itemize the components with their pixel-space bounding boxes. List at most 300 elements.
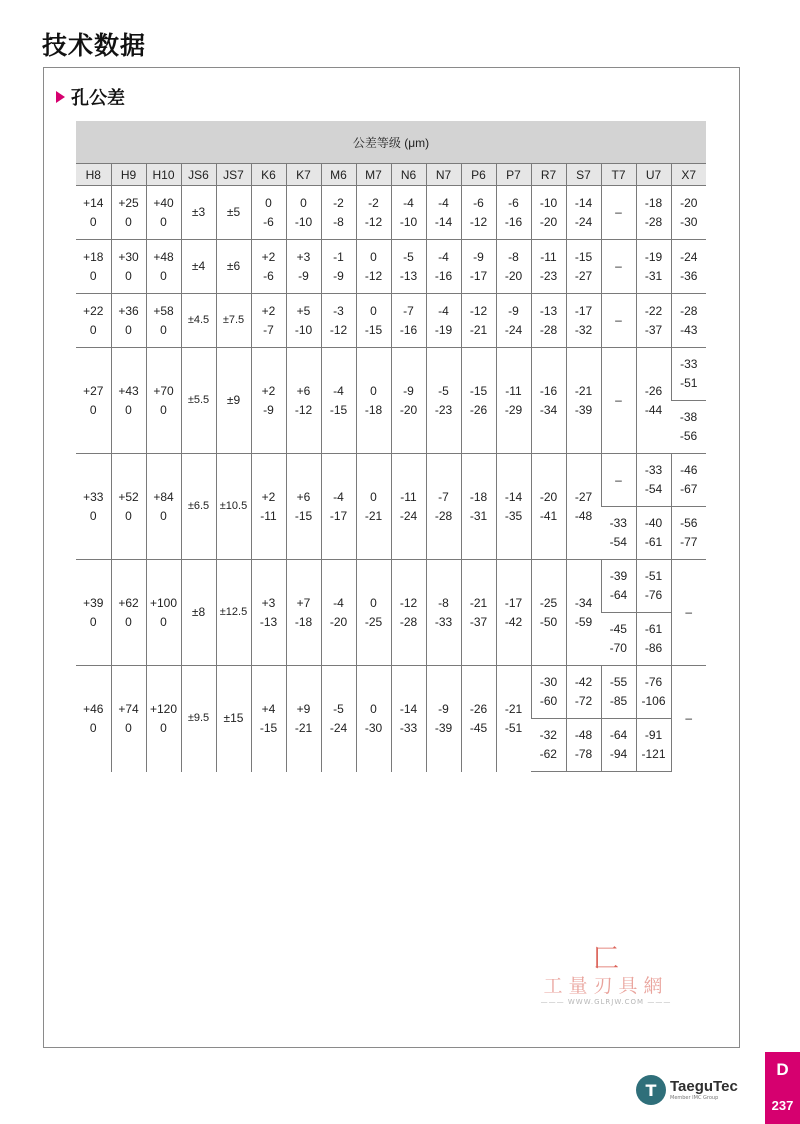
cell-value: -31 (644, 268, 663, 283)
cell-value: -51 (644, 569, 663, 583)
cell-value: -4 (438, 195, 449, 210)
cell-value: -25 (539, 595, 558, 610)
table-cell (216, 560, 251, 666)
cell-value: -27 (574, 268, 593, 283)
cell-value: -6 (263, 268, 274, 283)
cell-value: -33 (644, 463, 663, 477)
cell-value: -31 (469, 508, 488, 523)
table-cell (146, 294, 181, 348)
cell-value: -20 (680, 195, 698, 210)
table-cell (251, 454, 286, 560)
table-cell (426, 560, 461, 666)
cell-value: -76 (644, 588, 663, 602)
table-cell (531, 719, 566, 772)
table-cell (356, 666, 391, 772)
cell-value: 0 (300, 195, 307, 210)
cell-value: -4 (333, 595, 344, 610)
table-cell (76, 294, 111, 348)
table-cell (566, 454, 601, 560)
table-cell (391, 186, 426, 240)
cell-value: +84 (153, 489, 174, 504)
table-cell (181, 186, 216, 240)
cell-value: -16 (399, 322, 418, 337)
cell-value: -55 (609, 675, 628, 689)
cell-value: -44 (644, 402, 663, 417)
table-cell (251, 348, 286, 454)
table-cell (671, 401, 706, 454)
cell-value: -12 (294, 402, 313, 417)
table-cell (601, 507, 636, 560)
cell-value: 0 (89, 402, 97, 417)
cell-value: ±4.5 (187, 314, 210, 326)
cell-value: +6 (296, 489, 311, 504)
table-cell (356, 294, 391, 348)
cell-value: 0 (125, 508, 132, 523)
grade-header-h8: H8 (76, 164, 111, 186)
table-cell (181, 454, 216, 560)
grade-header-x7: X7 (671, 164, 706, 186)
grade-header-n7: N7 (426, 164, 461, 186)
table-cell (216, 666, 251, 772)
table-cell (181, 560, 216, 666)
cell-value: -12 (329, 322, 348, 337)
table-cell (286, 294, 321, 348)
cell-value: -11 (260, 508, 277, 523)
cell-value: +4 (261, 701, 276, 716)
cell-value: – (615, 472, 622, 487)
cell-value: -8 (333, 214, 344, 229)
cell-value: -17 (504, 595, 523, 610)
cell-value: -28 (539, 322, 558, 337)
cell-value: -7 (403, 303, 414, 318)
table-cell (636, 719, 671, 772)
cell-value: -10 (294, 214, 313, 229)
cell-value: +5 (296, 303, 311, 318)
cell-value: -20 (539, 489, 558, 504)
table-cell (601, 240, 636, 294)
table-cell (566, 186, 601, 240)
chapter-letter: D (776, 1060, 789, 1079)
table-cell (146, 454, 181, 560)
cell-value: 0 (370, 383, 377, 398)
table-cell (671, 507, 706, 560)
cell-value: -8 (438, 595, 449, 610)
cell-value: +52 (118, 489, 139, 504)
cell-value: -9 (263, 402, 274, 417)
cell-value: -9 (403, 383, 414, 398)
table-cell (216, 454, 251, 560)
cell-value: -24 (329, 720, 348, 735)
table-row (76, 240, 706, 294)
table-cell (671, 454, 706, 507)
cell-value: -29 (504, 402, 523, 417)
hole-tolerance-table (76, 121, 706, 772)
cell-value: -20 (539, 214, 558, 229)
table-cell (531, 186, 566, 240)
grade-header-p6: P6 (461, 164, 496, 186)
table-cell (181, 240, 216, 294)
cell-value: -39 (434, 720, 453, 735)
cell-value: -26 (469, 701, 488, 716)
cell-value: -60 (539, 694, 558, 708)
table-cell (321, 294, 356, 348)
table-cell (111, 454, 146, 560)
table-cell (216, 348, 251, 454)
grade-header-t7: T7 (601, 164, 636, 186)
table-cell (601, 719, 636, 772)
table-cell (216, 240, 251, 294)
cell-value: 0 (160, 268, 167, 283)
cell-value: +2 (261, 383, 276, 398)
cell-value: +33 (83, 489, 104, 504)
cell-value: -91 (644, 728, 663, 742)
table-cell (76, 560, 111, 666)
table-cell (251, 240, 286, 294)
cell-value: -38 (679, 410, 698, 424)
cell-value: +48 (153, 249, 174, 264)
cell-value: -21 (504, 701, 523, 716)
cell-value: -13 (399, 268, 418, 283)
table-cell (321, 666, 356, 772)
table-cell (496, 666, 531, 772)
cell-value: 0 (265, 195, 272, 210)
brand-name: TaeguTec (670, 1077, 738, 1095)
cell-value: 0 (160, 508, 167, 523)
table-cell (636, 666, 671, 719)
cell-value: -19 (434, 322, 453, 337)
table-cell (426, 294, 461, 348)
cell-value: +40 (153, 195, 174, 210)
table-cell (181, 294, 216, 348)
table-cell (671, 666, 706, 772)
table-cell (76, 666, 111, 772)
cell-value: -20 (504, 268, 523, 283)
table-cell (111, 666, 146, 772)
cell-value: -67 (680, 482, 698, 496)
table-cell (496, 240, 531, 294)
cell-value: 0 (89, 322, 97, 337)
page-title: 技术数据 (42, 31, 147, 60)
section-heading (56, 86, 125, 108)
cell-value: +2 (261, 303, 276, 318)
cell-value: -56 (679, 429, 698, 443)
cell-value: -2 (333, 195, 344, 210)
cell-value: -13 (539, 303, 558, 318)
cell-value: -39 (574, 402, 593, 417)
cell-value: -21 (364, 508, 383, 523)
cell-value: -21 (294, 720, 313, 735)
cell-value: -7 (263, 322, 274, 337)
table-cell (356, 348, 391, 454)
cell-value: -28 (680, 303, 698, 318)
table-cell (356, 240, 391, 294)
table-cell (426, 186, 461, 240)
table-cell (601, 666, 636, 719)
table-cell (251, 294, 286, 348)
table-cell (671, 348, 706, 401)
table-cell (461, 454, 496, 560)
cell-value: +70 (153, 383, 174, 398)
cell-value: -72 (574, 694, 593, 708)
cell-value: -18 (469, 489, 488, 504)
cell-value: -21 (574, 383, 593, 398)
cell-value: -85 (609, 694, 628, 708)
cell-value: -26 (644, 383, 663, 398)
page-number: 237 (771, 1098, 794, 1113)
table-cell (111, 186, 146, 240)
cell-value: -43 (680, 322, 698, 337)
table-cell (566, 560, 601, 666)
watermark (536, 944, 676, 1006)
cell-value: – (615, 393, 622, 407)
cell-value: -11 (400, 489, 417, 504)
table-row (76, 560, 706, 613)
cell-value: -50 (539, 614, 558, 629)
cell-value: 0 (370, 489, 377, 504)
cell-value: -61 (644, 535, 663, 549)
table-cell (461, 666, 496, 772)
table-cell (601, 294, 636, 348)
cell-value: -30 (539, 675, 558, 689)
cell-value: -77 (680, 535, 698, 549)
cell-value: -12 (469, 303, 488, 318)
cell-value: -15 (574, 249, 593, 264)
table-cell (286, 348, 321, 454)
cell-value: +6 (296, 383, 311, 398)
cell-value: ±3 (191, 205, 206, 219)
cell-value: 0 (89, 614, 97, 629)
watermark-logo-icon: 匚 (592, 944, 619, 974)
cell-value: 0 (370, 249, 377, 264)
cell-value: +46 (83, 701, 104, 716)
table-cell (601, 186, 636, 240)
cell-value: -4 (333, 383, 344, 398)
cell-value: -12 (364, 214, 383, 229)
cell-value: -28 (399, 614, 418, 629)
cell-value: -34 (539, 402, 558, 417)
cell-value: +58 (153, 303, 174, 318)
cell-value: -25 (364, 614, 383, 629)
table-cell (111, 240, 146, 294)
cell-value: -37 (469, 614, 488, 629)
table-cell (391, 454, 426, 560)
cell-value: -41 (539, 508, 558, 523)
table-cell (111, 348, 146, 454)
cell-value: ±7.5 (222, 314, 245, 326)
cell-value: ±8 (191, 605, 206, 619)
cell-value: 0 (160, 614, 167, 629)
cell-value: -18 (644, 195, 663, 210)
table-cell (146, 666, 181, 772)
cell-value: -86 (644, 641, 663, 655)
cell-value: -5 (403, 249, 414, 264)
cell-value: -3 (333, 303, 344, 318)
table-cell (636, 507, 671, 560)
cell-value: 0 (125, 614, 132, 629)
table-cell (76, 186, 111, 240)
cell-value: -9 (438, 701, 449, 716)
table-cell (636, 186, 671, 240)
cell-value: -33 (399, 720, 418, 735)
table-cell (671, 294, 706, 348)
cell-value: -9 (508, 303, 519, 318)
cell-value: -48 (574, 508, 593, 523)
cell-value: -19 (644, 249, 663, 264)
cell-value: -14 (504, 489, 523, 504)
cell-value: +100 (149, 595, 178, 610)
table-row (76, 666, 706, 719)
cell-value: -56 (680, 516, 698, 530)
cell-value: 0 (89, 720, 97, 735)
cell-value: -15 (469, 383, 488, 398)
table-cell (146, 186, 181, 240)
table-cell (671, 186, 706, 240)
cell-value: -1 (333, 249, 344, 264)
table-cell (321, 186, 356, 240)
table-cell (636, 240, 671, 294)
cell-value: – (685, 711, 693, 726)
cell-value: +36 (118, 303, 139, 318)
cell-value: – (615, 205, 622, 219)
table-cell (391, 294, 426, 348)
cell-value: +120 (149, 701, 178, 716)
triangle-bullet-icon (56, 91, 65, 103)
cell-value: -6 (508, 195, 519, 210)
table-row (76, 294, 706, 348)
cell-value: -70 (609, 641, 627, 655)
table-cell (146, 240, 181, 294)
grade-header-s7: S7 (566, 164, 601, 186)
table-cell (146, 560, 181, 666)
table-cell (321, 454, 356, 560)
cell-value: ±9 (226, 393, 241, 407)
cell-value: ±6 (226, 259, 241, 273)
table-cell (601, 560, 636, 613)
cell-value: -2 (368, 195, 379, 210)
table-cell (76, 348, 111, 454)
table-cell (531, 454, 566, 560)
cell-value: – (685, 605, 693, 619)
cell-value: -14 (434, 214, 453, 229)
cell-value: -5 (438, 383, 449, 398)
cell-value: -24 (504, 322, 523, 337)
cell-value: -23 (434, 402, 453, 417)
cell-value: 0 (89, 214, 97, 229)
table-cell (566, 348, 601, 454)
cell-value: 0 (125, 720, 132, 735)
cell-value: -14 (399, 701, 418, 716)
table-cell (216, 186, 251, 240)
cell-value: -33 (680, 357, 698, 371)
cell-value: +3 (261, 595, 276, 610)
cell-value: -15 (329, 402, 348, 417)
cell-value: -4 (403, 195, 414, 210)
grade-header-r7: R7 (531, 164, 566, 186)
table-cell (391, 240, 426, 294)
table-body (76, 186, 706, 772)
cell-value: +22 (83, 303, 104, 318)
cell-value: -20 (399, 402, 418, 417)
table-cell (426, 454, 461, 560)
table-cell (531, 294, 566, 348)
table-cell (496, 348, 531, 454)
cell-value: -10 (294, 322, 313, 337)
table-cell (496, 560, 531, 666)
watermark-url: ——— WWW.GLRJW.COM ——— (540, 998, 672, 1006)
table-cell (356, 186, 391, 240)
cell-value: -17 (469, 268, 488, 283)
table-cell (426, 240, 461, 294)
table-cell (251, 560, 286, 666)
cell-value: 0 (125, 268, 132, 283)
cell-value: -17 (329, 508, 348, 523)
cell-value: -28 (434, 508, 453, 523)
table-cell (531, 666, 566, 719)
table-cell (286, 454, 321, 560)
table-cell (496, 186, 531, 240)
cell-value: -10 (539, 195, 558, 210)
table-cell (216, 294, 251, 348)
cell-value: 0 (370, 303, 377, 318)
cell-value: +2 (261, 489, 276, 504)
cell-value: +18 (83, 249, 104, 264)
cell-value: -37 (644, 322, 663, 337)
table-cell (601, 348, 636, 454)
cell-value: -32 (574, 322, 593, 337)
table-cell (76, 240, 111, 294)
table-cell (356, 560, 391, 666)
table-cell (636, 348, 671, 454)
cell-value: +43 (118, 383, 139, 398)
cell-value: +74 (118, 701, 139, 716)
cell-value: 0 (125, 214, 132, 229)
table-cell (531, 348, 566, 454)
table-cell (601, 613, 636, 666)
table-cell (181, 666, 216, 772)
cell-value: -14 (574, 195, 593, 210)
cell-value: 0 (89, 508, 97, 523)
table-cell (251, 186, 286, 240)
table-cell (461, 186, 496, 240)
grade-header-js6: JS6 (181, 164, 216, 186)
cell-value: -40 (644, 516, 663, 530)
cell-value: 0 (125, 402, 132, 417)
cell-value: -34 (574, 595, 593, 610)
cell-value: +2 (261, 249, 276, 264)
cell-value: 0 (125, 322, 132, 337)
cell-value: -24 (680, 249, 698, 264)
cell-value: -11 (540, 249, 557, 264)
table-cell (566, 719, 601, 772)
table-cell (286, 240, 321, 294)
cell-value: -61 (644, 622, 663, 636)
cell-value: 0 (370, 701, 377, 716)
tolerance-grade-header: 公差等级 (μm) (76, 121, 706, 164)
table-cell (461, 240, 496, 294)
grade-header-k6: K6 (251, 164, 286, 186)
table-cell (601, 454, 636, 507)
grade-header-p7: P7 (496, 164, 531, 186)
cell-value: -94 (609, 747, 628, 761)
cell-value: -30 (680, 214, 698, 229)
cell-value: -51 (680, 376, 698, 390)
table-cell (671, 560, 706, 666)
table-cell (566, 240, 601, 294)
cell-value: ±5.5 (187, 394, 210, 406)
grade-header-h10: H10 (146, 164, 181, 186)
cell-value: -76 (644, 675, 663, 689)
cell-value: -7 (438, 489, 449, 504)
